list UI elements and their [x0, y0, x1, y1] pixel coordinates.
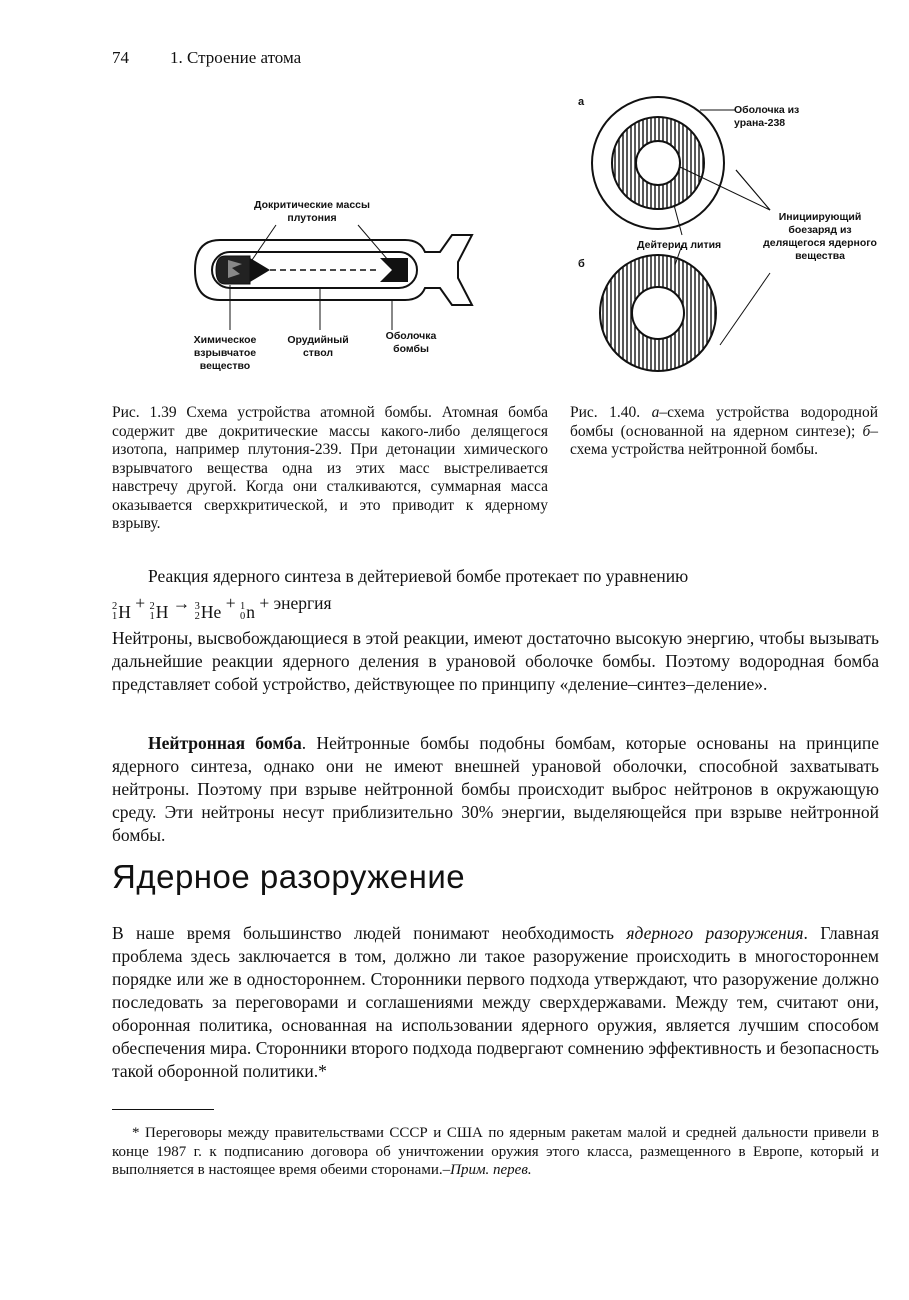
nuclide-h2-second — [150, 601, 169, 624]
element-symbol: n — [246, 601, 255, 622]
paragraph-neutron-bomb — [112, 732, 879, 847]
caption-figure-1-40 — [570, 404, 878, 460]
caption-a-text: –схема устройства водородной бомбы (основанной на ядерном синтезе); — [570, 404, 879, 440]
nuclide-neutron — [240, 601, 255, 624]
term-nuclear-disarmament: ядерного разоружения — [626, 923, 804, 943]
atomic-number: 1 — [112, 611, 118, 622]
disarmament-text-start: В наше время большинство людей понимают необходимость — [112, 923, 627, 943]
mass-number: 2 — [149, 601, 155, 612]
plus-sign: + — [259, 593, 270, 613]
label-bomb-shell: Оболочка бомбы — [385, 330, 437, 355]
atomic-number: 0 — [239, 611, 246, 622]
caption-prefix: Рис. 1.40. — [570, 404, 641, 421]
caption-figure-1-39: Рис. 1.39 Схема устройства атомной бомбы. Атомная бомба содержит две докритические массы какого-либо делящегося изотопа, например плутония-239. При детонации химического взрывчатого вещества одна из этих масс выстреливается навстречу другой. Когда они сталкиваются, суммарная масса оказывается сверхкритической, и это приводит к ядерному взрыву. — [112, 404, 548, 532]
mass-number: 1 — [239, 601, 246, 612]
atomic-number: 2 — [194, 611, 200, 622]
page-number: 74 — [112, 48, 129, 67]
label-chemical-explosive: Химическое взрывчатое вещество — [193, 334, 257, 372]
neutron-bomb-text: . Нейтронные бомбы подобны бомбам, которые основаны на принципе ядерного синтеза, однако они не имеют внешней урановой оболочки, способной захватывать нейтроны. Поэтому при взрыве нейтронной бомбы происходит выброс нейтронов в окружающую среду. Эти нейтроны несут приблизительно 30% энергии, выделяющейся при взрыве нейтронной бомбы. — [112, 733, 879, 845]
paragraph-disarmament — [112, 922, 879, 1083]
section-heading: Ядерное разоружение — [112, 858, 466, 895]
nuclide-he3 — [195, 601, 222, 624]
reaction-arrow: → — [172, 593, 191, 613]
translator-note: Прим. перев. — [450, 1162, 532, 1178]
plus-sign: + — [225, 593, 236, 613]
atomic-number: 1 — [149, 611, 155, 622]
caption-b-text: –схема устройства нейтронной бомбы. — [570, 422, 878, 458]
label-gun-barrel: Орудийный ствол — [287, 334, 349, 359]
caption-b-letter: б — [862, 422, 871, 440]
nuclide-h2 — [112, 601, 131, 624]
caption-a-letter: а — [651, 404, 660, 421]
label-subcritical-masses: Докритические массы плутония — [254, 199, 370, 224]
label-diagram-b: б — [578, 258, 585, 270]
reaction-equation — [112, 592, 332, 624]
element-symbol: H — [118, 601, 131, 622]
energy-term: энергия — [273, 593, 332, 613]
running-header: 1. Строение атома — [170, 48, 302, 67]
element-symbol: H — [155, 601, 169, 622]
label-lithium-deuteride: Дейтерид лития — [637, 239, 722, 251]
term-neutron-bomb: Нейтронная бомба — [148, 733, 302, 753]
element-symbol: He — [200, 601, 222, 622]
plus-sign: + — [135, 593, 146, 613]
footnote-divider — [112, 1109, 214, 1110]
label-initiating-charge: Инициирующий боезаряд из делящегося ядерного вещества — [763, 211, 877, 262]
paragraph-fission-fusion: Нейтроны, высвобождающиеся в этой реакции, имеют достаточно высокую энергию, чтобы вызывать дальнейшие реакции ядерного деления в урановой оболочке бомбы. Поэтому водородная бомба представляет собой устройство, действующее по принципу «деление–синтез–деление». — [112, 628, 879, 694]
footnote — [112, 1124, 879, 1180]
footnote-text: * Переговоры между правительствами СССР и США по ядерным ракетам малой и средней дальности привели в конце 1987 г. к подписанию договора об уничтожении оружия этого класса, размещенного в Европе, который и выполняется в настоящее время обеими сторонами.– — [112, 1125, 879, 1178]
label-diagram-a: а — [578, 96, 585, 108]
mass-number: 3 — [194, 601, 200, 612]
mass-number: 2 — [112, 601, 118, 612]
disarmament-text-rest: . Главная проблема здесь заключается в том, должно ли такое разоружение происходить в многостороннем порядке или же в одностороннем. Сторонники первого подхода утверждают, что разоружение должно последовать за переговорами и соглашениями между сверхдержавами. Между тем, считают они, оборонная политика, основанная на использовании ядерного оружия, является лучшим способом обеспечения мира. Сторонники второго подхода подвергают сомнению эффективность и безопасность такой оборонной политики.* — [112, 923, 879, 1081]
label-uranium-shell: Оболочка из урана-238 — [734, 104, 800, 129]
reaction-intro: Реакция ядерного синтеза в дейтериевой бомбе протекает по уравнению — [148, 566, 689, 586]
